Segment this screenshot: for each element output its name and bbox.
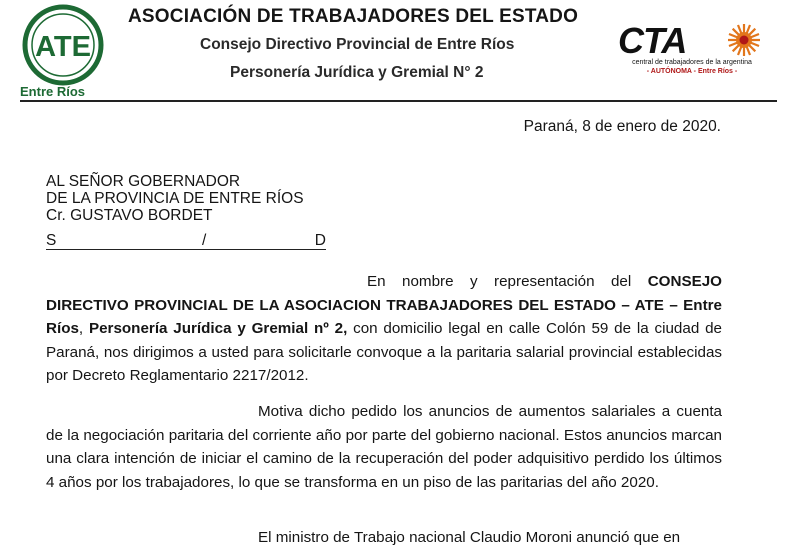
cta-caption [618,58,766,76]
cta-logo-icon [616,20,762,60]
salutation-sd-line [46,232,326,250]
p1-text-1: En nombre y representación del [367,273,648,290]
p1-bold-1: CONSEJO DIRECTIVO PROVINCIAL DE LA ASOCIACION TRABAJADORES DEL ESTADO – ATE – Entre Ríos [46,273,722,337]
paragraph-3: El ministro de Trabajo nacional Claudio Moroni anunció que en [258,529,681,546]
legal-status: Personería Jurídica y Gremial N° 2 [230,64,484,81]
addressee-line-2: DE LA PROVINCIA DE ENTRE RÍOS [46,190,304,207]
addressee-line-3: Cr. GUSTAVO BORDET [46,207,213,224]
addressee-line-1: AL SEÑOR GOBERNADOR [46,173,241,190]
letter-date: Paraná, 8 de enero de 2020. [523,118,721,135]
addressee-block [46,173,304,224]
council-name: Consejo Directivo Provincial de Entre Ríos [200,36,515,53]
p1-bold-2: Personería Jurídica y Gremial nº 2, [88,320,348,337]
ate-region-label: Entre Ríos [20,84,86,99]
p1-text-3: con domicilio legal en calle Colón 59 de la ciudad de Paraná, nos dirigimos a usted para solicitarle convoque a la paritaria salarial provincial establecidas por Decreto Reglamentario 2217/2012. [46,320,722,384]
cta-caption-line1: central de trabajadores de la argentina [632,59,752,66]
cta-caption-line2: - AUTÓNOMA - Entre Ríos - [646,68,738,75]
ate-logo-text: ATE [35,31,91,63]
cta-logo-text: CTA [618,20,687,60]
sd-s: S [46,232,57,249]
organization-name: ASOCIACIÓN DE TRABAJADORES DEL ESTADO [128,6,579,27]
ate-logo-icon [22,4,104,86]
paragraph-1 [46,270,722,388]
sun-icon [728,24,760,56]
p1-text-2: , [78,320,89,337]
sd-d: D [314,232,326,249]
paragraph-2: Motiva dicho pedido los anuncios de aumentos salariales a cuenta de la negociación paritaria del corriente año por parte del gobierno nacional. Estos anuncios marcan una clara intención de iniciar el camino de la recuperación del poder adquisitivo perdido los últimos 4 años por los trabajadores, lo que se transforma en un piso de las paritarias del año 2020. [46,403,722,491]
header-divider [20,100,777,102]
sd-slash: / [202,232,207,249]
